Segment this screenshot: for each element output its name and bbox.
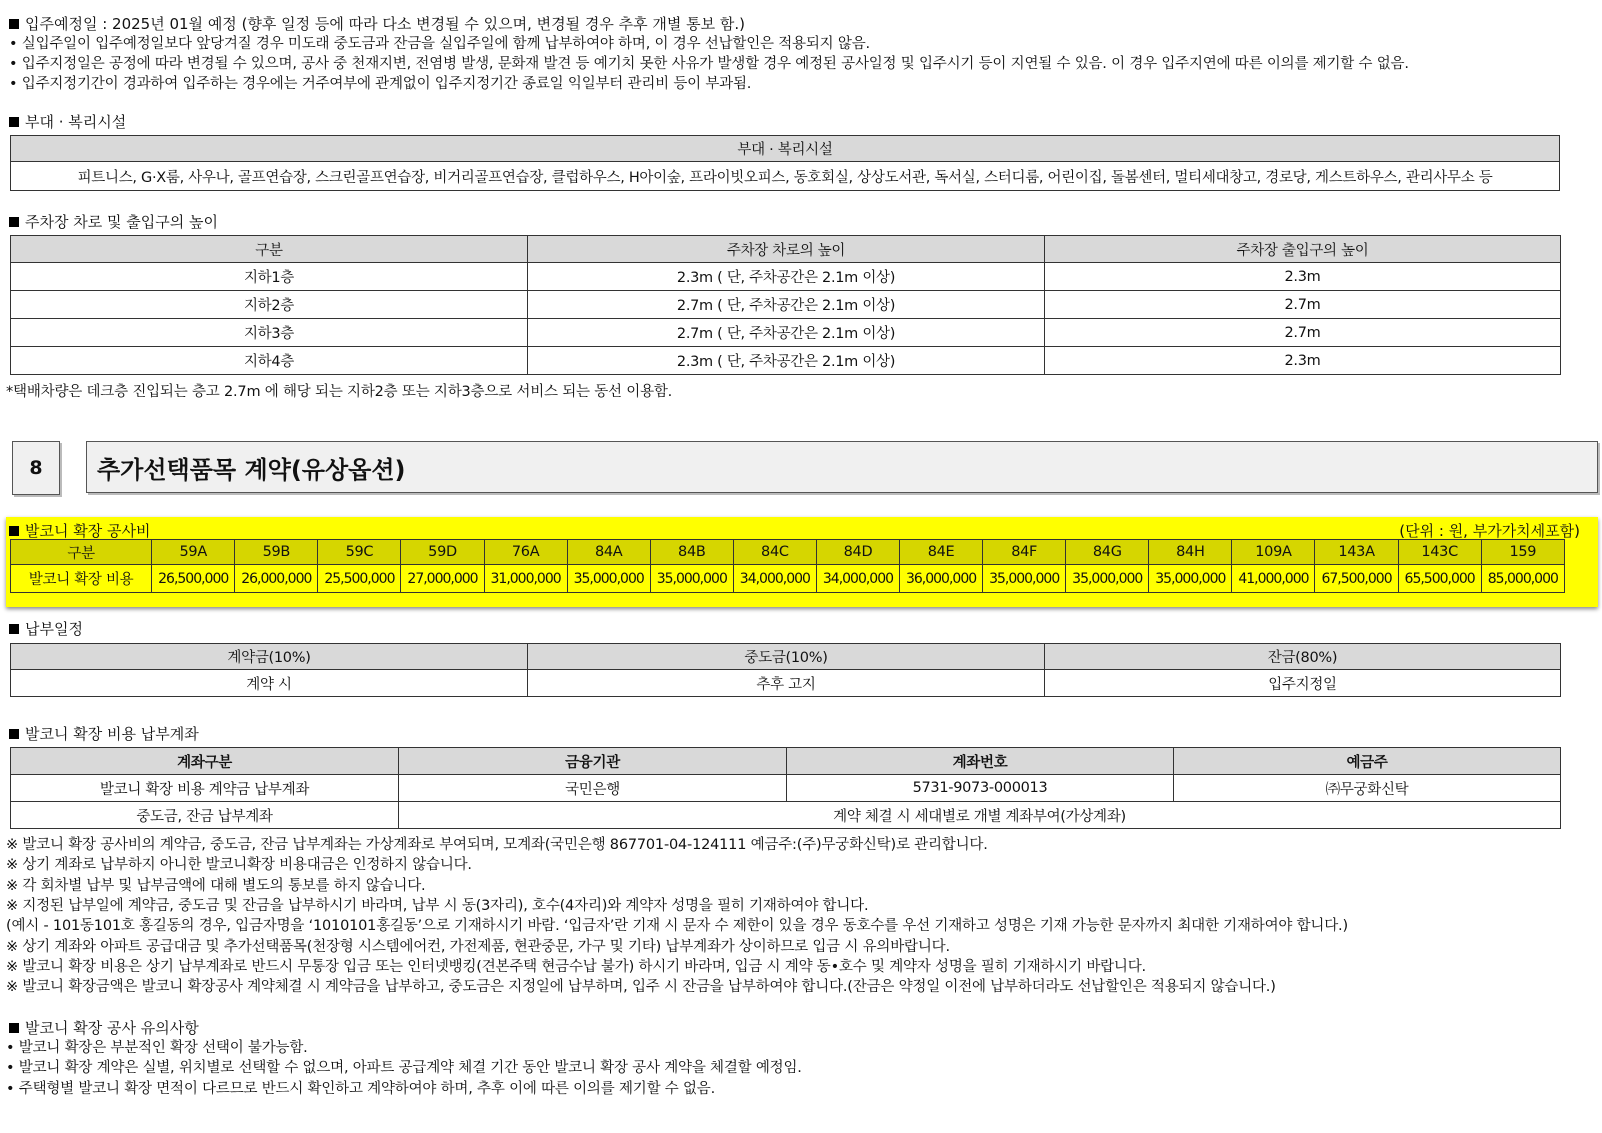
account-header-type: 계좌구분: [11, 748, 399, 775]
square-bullet-icon: [9, 526, 19, 536]
unit-type-59c: 59C: [318, 540, 401, 565]
section-title: 추가선택품목 계약(유상옵션): [86, 441, 1598, 493]
square-bullet-icon: [9, 729, 19, 739]
table-row: [11, 263, 1561, 291]
payment-schedule-table: [10, 643, 1561, 697]
unit-type-84d: 84D: [816, 540, 899, 565]
table-row: [11, 802, 1561, 829]
payment-account-table: [10, 747, 1561, 829]
payment-schedule-heading: 납부일정: [9, 619, 83, 639]
account-note: ※ 지정된 납부일에 계약금, 중도금 및 잔금을 납부하시기 바라며, 납부 시 동(3자리), 호수(4자리)와 계약자 성명을 필히 기재하여야 합니다.: [6, 898, 869, 914]
square-bullet-icon: [9, 624, 19, 634]
facilities-heading: 부대 · 복리시설: [9, 112, 126, 132]
table-row: [11, 775, 1561, 802]
balcony-cost-84b: 35,000,000: [650, 565, 733, 593]
schedule-balance-timing: 입주지정일: [1045, 670, 1561, 697]
unit-type-143c: 143C: [1398, 540, 1481, 565]
unit-type-84b: 84B: [650, 540, 733, 565]
balcony-cost-109a: 41,000,000: [1232, 565, 1315, 593]
unit-type-84f: 84F: [983, 540, 1066, 565]
parking-floor: 지하3층: [11, 319, 528, 347]
unit-type-84e: 84E: [900, 540, 983, 565]
balcony-cost-76a: 31,000,000: [484, 565, 567, 593]
account-note: ※ 상기 계좌로 납부하지 아니한 발코니확장 비용대금은 인정하지 않습니다.: [6, 857, 472, 873]
caution-bullet: • 발코니 확장 계약은 실별, 위치별로 선택할 수 없으며, 아파트 공급계약 체결 기간 동안 발코니 확장 공사 계약을 체결할 예정임.: [6, 1060, 802, 1076]
balcony-cost-159: 85,000,000: [1481, 565, 1564, 593]
account-holder: ㈜무궁화신탁: [1174, 775, 1561, 802]
square-bullet-icon: [9, 1023, 19, 1033]
balcony-cost-143c: 65,500,000: [1398, 565, 1481, 593]
balcony-cost-84c: 34,000,000: [733, 565, 816, 593]
balcony-cost-59d: 27,000,000: [401, 565, 484, 593]
schedule-deposit-timing: 계약 시: [11, 670, 528, 697]
unit-type-84h: 84H: [1149, 540, 1232, 565]
square-bullet-icon: [9, 117, 19, 127]
balcony-cost-143a: 67,500,000: [1315, 565, 1398, 593]
cautions-heading: 발코니 확장 공사 유의사항: [9, 1018, 199, 1038]
payment-account-heading: 발코니 확장 비용 납부계좌: [9, 724, 199, 744]
unit-type-59a: 59A: [152, 540, 235, 565]
parking-entrance-height: 2.7m: [1045, 291, 1561, 319]
parking-heading: 주차장 차로 및 출입구의 높이: [9, 212, 218, 232]
parking-entrance-height: 2.7m: [1045, 319, 1561, 347]
balcony-cost-row-header: 구분: [11, 540, 152, 565]
balcony-cost-heading: 발코니 확장 공사비: [9, 521, 150, 541]
balcony-cost-84h: 35,000,000: [1149, 565, 1232, 593]
facilities-list: 피트니스, G·X룸, 사우나, 골프연습장, 스크린골프연습장, 비거리골프연습장, 클럽하우스, H아이숲, 프라이빗오피스, 동호회실, 상상도서관, 독서실, 스터디룸, 어린이집, 돌봄센터, 멀티세대창고, 경로당, 게스트하우스, 관리사무소 등: [11, 162, 1560, 191]
schedule-interim-timing: 추후 고지: [528, 670, 1045, 697]
unit-type-143a: 143A: [1315, 540, 1398, 565]
account-number: 5731-9073-000013: [787, 775, 1174, 802]
move-in-bullet: • 입주지정일은 공정에 따라 변경될 수 있으며, 공사 중 천재지변, 전염병 발생, 문화재 발견 등 예기치 못한 사유가 발생할 경우 예정된 공사일정 및 입주시기 등이 지연될 수 있음. 이 경우 입주지연에 따른 이의를 제기할 수 없음.: [9, 56, 1409, 72]
parking-lane-height: 2.3m ( 단, 주차공간은 2.1m 이상): [528, 347, 1045, 375]
account-note: ※ 상기 계좌와 아파트 공급대금 및 추가선택품목(천장형 시스템에어컨, 가전제품, 현관중문, 가구 및 기타) 납부계좌가 상이하므로 입금 시 유의바랍니다.: [6, 939, 950, 955]
balcony-cost-84g: 35,000,000: [1066, 565, 1149, 593]
parking-header-category: 구분: [11, 236, 528, 263]
move-in-bullet: • 입주지정기간이 경과하여 입주하는 경우에는 거주여부에 관계없이 입주지정기간 종료일 익일부터 관리비 등이 부과됨.: [9, 76, 752, 92]
parking-entrance-height: 2.3m: [1045, 263, 1561, 291]
account-bank: 국민은행: [399, 775, 787, 802]
account-type: 발코니 확장 비용 계약금 납부계좌: [11, 775, 399, 802]
unit-type-59d: 59D: [401, 540, 484, 565]
unit-type-109a: 109A: [1232, 540, 1315, 565]
unit-type-84g: 84G: [1066, 540, 1149, 565]
balcony-cost-row-label: 발코니 확장 비용: [11, 565, 152, 593]
parking-lane-height: 2.7m ( 단, 주차공간은 2.1m 이상): [528, 291, 1045, 319]
caution-bullet: • 발코니 확장은 부분적인 확장 선택이 불가능함.: [6, 1040, 308, 1056]
section-number: 8: [12, 441, 60, 495]
parking-floor: 지하2층: [11, 291, 528, 319]
account-header-holder: 예금주: [1174, 748, 1561, 775]
square-bullet-icon: [9, 217, 19, 227]
account-note: ※ 발코니 확장 공사비의 계약금, 중도금, 잔금 납부계좌는 가상계좌로 부여되며, 모계좌(국민은행 867701-04-124111 예금주:(주)무궁화신탁)로 관리합니다.: [6, 837, 988, 853]
balcony-cost-84e: 36,000,000: [900, 565, 983, 593]
balcony-cost-59c: 25,500,000: [318, 565, 401, 593]
balcony-cost-84d: 34,000,000: [816, 565, 899, 593]
parking-header-lane-height: 주차장 차로의 높이: [528, 236, 1045, 263]
schedule-header-balance: 잔금(80%): [1045, 644, 1561, 670]
square-bullet-icon: [9, 19, 19, 29]
table-row: [11, 319, 1561, 347]
account-note: ※ 각 회차별 납부 및 납부금액에 대해 별도의 통보를 하지 않습니다.: [6, 878, 426, 894]
facilities-table-header: 부대 · 복리시설: [11, 136, 1560, 162]
account-type: 중도금, 잔금 납부계좌: [11, 802, 399, 829]
move-in-heading: 입주예정일 : 2025년 01월 예정 (향후 일정 등에 따라 다소 변경될 수 있으며, 변경될 경우 추후 개별 통보 함.): [9, 14, 745, 34]
account-header-bank: 금융기관: [399, 748, 787, 775]
parking-lane-height: 2.7m ( 단, 주차공간은 2.1m 이상): [528, 319, 1045, 347]
parking-floor: 지하1층: [11, 263, 528, 291]
account-note: ※ 발코니 확장금액은 발코니 확장공사 계약체결 시 계약금을 납부하고, 중도금은 지정일에 납부하며, 입주 시 잔금을 납부하여야 합니다.(잔금은 약정일 이전에 납부하더라도 선납할인은 적용되지 않습니다.): [6, 979, 1276, 995]
parking-floor: 지하4층: [11, 347, 528, 375]
unit-type-159: 159: [1481, 540, 1564, 565]
balcony-cost-59b: 26,000,000: [235, 565, 318, 593]
parking-lane-height: 2.3m ( 단, 주차공간은 2.1m 이상): [528, 263, 1045, 291]
unit-type-76a: 76A: [484, 540, 567, 565]
balcony-cost-84a: 35,000,000: [567, 565, 650, 593]
balcony-cost-84f: 35,000,000: [983, 565, 1066, 593]
unit-type-59b: 59B: [235, 540, 318, 565]
balcony-cost-unit: (단위 : 원, 부가가치세포함): [1399, 522, 1580, 540]
schedule-header-interim: 중도금(10%): [528, 644, 1045, 670]
parking-note: *택배차량은 데크층 진입되는 층고 2.7m 에 해당 되는 지하2층 또는 지하3층으로 서비스 되는 동선 이용함.: [6, 384, 673, 400]
facilities-table: [10, 135, 1560, 191]
parking-header-entrance-height: 주차장 출입구의 높이: [1045, 236, 1561, 263]
caution-bullet: • 주택형별 발코니 확장 면적이 다르므로 반드시 확인하고 계약하여야 하며, 추후 이에 따른 이의를 제기할 수 없음.: [6, 1081, 716, 1097]
unit-type-84a: 84A: [567, 540, 650, 565]
account-note: ※ 발코니 확장 비용은 상기 납부계좌로 반드시 무통장 입금 또는 인터넷뱅킹(견본주택 현금수납 불가) 하시기 바라며, 입금 시 계약 동•호수 및 계약자 성명을 필히 기재하시기 바랍니다.: [6, 959, 1146, 975]
unit-type-84c: 84C: [733, 540, 816, 565]
parking-entrance-height: 2.3m: [1045, 347, 1561, 375]
table-row: [11, 291, 1561, 319]
account-note-example: (예시 - 101동101호 홍길동의 경우, 입금자명을 ‘1010101홍길동’으로 기재하시기 바람. ‘입금자’란 기재 시 문자 수 제한이 있을 경우 동호수를 우선 기재하고 성명은 기재 가능한 문자까지 최대한 기재하여야 합니다.): [6, 918, 1348, 934]
balcony-cost-59a: 26,500,000: [152, 565, 235, 593]
table-row: [11, 347, 1561, 375]
parking-table: [10, 235, 1561, 375]
move-in-bullet: • 실입주일이 입주예정일보다 앞당겨질 경우 미도래 중도금과 잔금을 실입주일에 함께 납부하여야 하며, 이 경우 선납할인은 적용되지 않음.: [9, 36, 870, 52]
account-header-number: 계좌번호: [787, 748, 1174, 775]
balcony-cost-table: [10, 539, 1565, 593]
schedule-header-deposit: 계약금(10%): [11, 644, 528, 670]
virtual-account-note: 계약 체결 시 세대별로 개별 계좌부여(가상계좌): [399, 802, 1561, 829]
